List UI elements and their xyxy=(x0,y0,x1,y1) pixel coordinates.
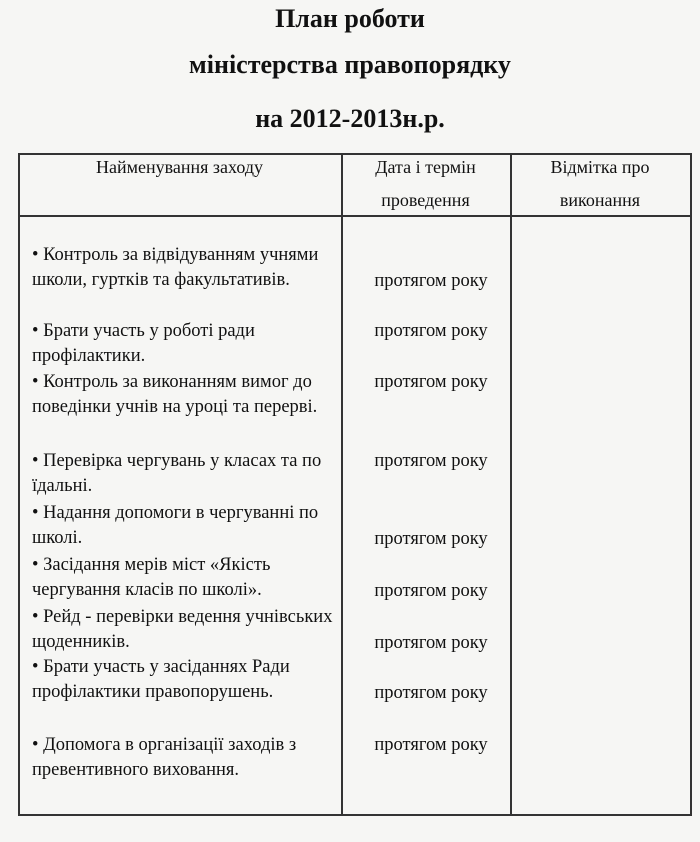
column-divider-2 xyxy=(510,153,512,815)
header-mark-line2: виконання xyxy=(559,190,641,210)
date-cell: протягом року xyxy=(374,683,488,703)
date-cell: протягом року xyxy=(374,451,488,471)
activity-cell: • Брати участь у засіданнях Ради профілактики правопорушень. xyxy=(32,657,290,702)
document-subtitle: міністерства правопорядку xyxy=(189,50,511,79)
table-border-bottom xyxy=(18,814,692,816)
activity-cell: • Брати участь у роботі ради профілактики. xyxy=(32,321,255,366)
date-cell: протягом року xyxy=(374,372,488,392)
document-year: на 2012-2013н.р. xyxy=(255,104,445,133)
header-date-line2: проведення xyxy=(381,190,470,210)
activity-cell: • Надання допомоги в чергуванні по школі. xyxy=(32,503,319,548)
activity-cell: • Засідання мерів міст «Якість чергування класів по школі». xyxy=(32,555,271,600)
activity-cell: • Контроль за виконанням вимог до поведінки учнів на уроці та перерві. xyxy=(32,372,318,417)
date-cell: протягом року xyxy=(374,271,488,291)
header-divider xyxy=(18,215,692,217)
date-cell: протягом року xyxy=(374,735,488,755)
document-title: План роботи xyxy=(275,4,425,33)
table-border-left xyxy=(18,153,20,815)
activity-cell: • Допомога в організації заходів з превентивного виховання. xyxy=(32,735,297,780)
date-cell: протягом року xyxy=(374,581,488,601)
date-cell: протягом року xyxy=(374,321,488,341)
header-date-line1: Дата і термін xyxy=(375,157,476,177)
date-cell: протягом року xyxy=(374,529,488,549)
header-activity: Найменування заходу xyxy=(96,157,263,177)
activity-cell: • Рейд - перевірки ведення учнівських щоденників. xyxy=(32,607,333,652)
table-border-right xyxy=(690,153,692,815)
header-mark-line1: Відмітка про xyxy=(550,157,650,177)
date-cell: протягом року xyxy=(374,633,488,653)
activity-cell: • Контроль за відвідуванням учнями школи, гуртків та факультативів. xyxy=(32,245,319,290)
plan-table xyxy=(18,153,692,815)
activity-cell: • Перевірка чергувань у класах та по їдальні. xyxy=(32,451,322,496)
